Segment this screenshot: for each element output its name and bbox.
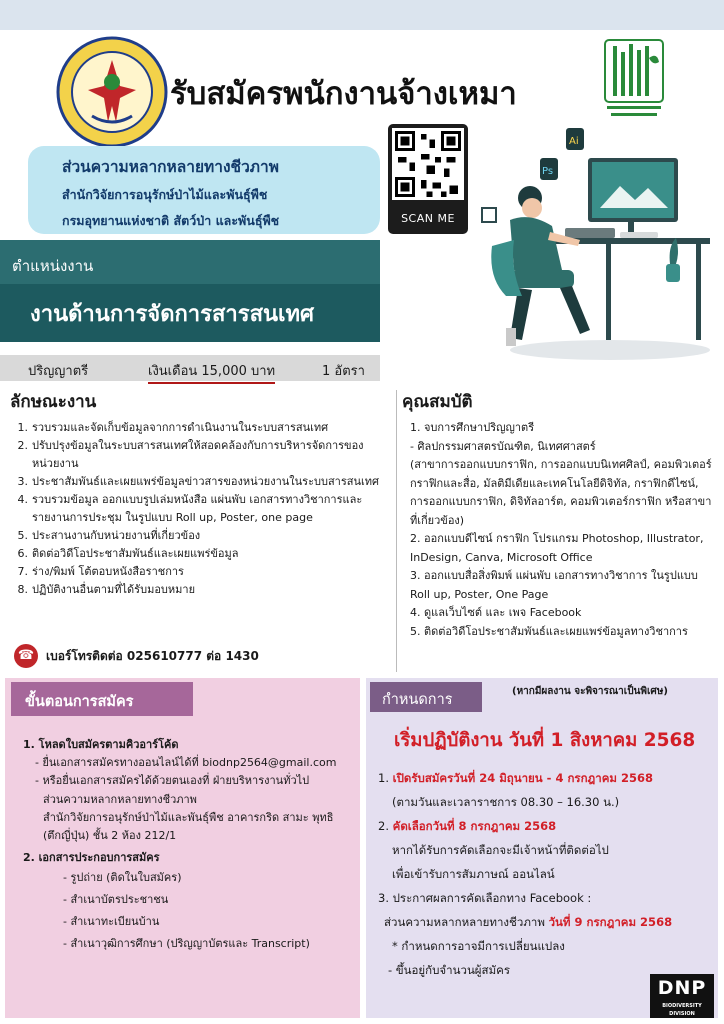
scan-me-label: SCAN ME <box>401 212 455 225</box>
top-band <box>0 0 724 30</box>
online-submission: - ยื่นเอกสารสมัครทางออนไลน์ได้ที่ biodnp2564@gmail.com <box>35 756 337 770</box>
schedule-item-2: 2. คัดเลือกวันที่ 8 กรกฎาคม 2568 <box>378 819 557 833</box>
office-name: สำนักวิจัยการอนุรักษ์ป่าไม้และพันธุ์พืช <box>62 187 268 202</box>
list-item: 5. ประสานงานกับหน่วยงานที่เกี่ยวข้อง <box>17 529 201 542</box>
required-documents <box>23 867 353 955</box>
list-item: 1. รวบรวมและจัดเก็บข้อมูลจากการดำเนินงานในระบบสารสนเทศ <box>17 421 329 434</box>
department-name: ส่วนความหลากหลายทางชีวภาพ <box>62 158 279 176</box>
phone-icon: ☎ <box>14 644 38 668</box>
list-item: - รูปถ่าย (ติดในใบสมัคร) <box>63 871 182 885</box>
list-item: - สำเนาทะเบียนบ้าน <box>63 915 160 929</box>
dnp-logo-main: DNP <box>657 977 707 999</box>
process-body <box>23 736 353 955</box>
qualification-line: (สาขาการออกแบบกราฟิก, การออกแบบนิเทศศิลป์, คอมพิวเตอร์กราฟิกและสื่อ, มัลติมีเดียและเทคโนโลยีดิจิทัล, กราฟิกดีไซน์, การออกแบบกราฟิก, ดิจิทัลอาร์ต, คอมพิวเตอร์กราฟิก หรือสาขาที่เกี่ยวข้อง) <box>410 458 712 527</box>
in-person-submission: - หรือยื่นเอกสารสมัครได้ด้วยตนเองที่ ฝ่ายบริหารงานทั่วไป <box>35 774 310 788</box>
selection-note-2: เพื่อเข้ารับการสัมภาษณ์ ออนไลน์ <box>392 867 555 881</box>
designer-illustration <box>470 128 715 363</box>
list-item: - สำเนาบัตรประชาชน <box>63 893 169 907</box>
qualification-line: 3. ออกแบบสื่อสิ่งพิมพ์ แผ่นพับ เอกสารทางวิชาการ ในรูปแบบ Roll up, Poster, One Page <box>410 569 698 601</box>
schedule-item-1: 1. เปิดรับสมัครวันที่ 24 มิถุนายน - 4 กรกฎาคม 2568 <box>378 771 654 785</box>
schedule-heading: กำหนดการ <box>370 682 482 712</box>
qr-code-icon <box>392 128 464 200</box>
qr-code[interactable] <box>388 124 468 234</box>
announcement-line: ส่วนความหลากหลายทางชีวภาพ วันที่ 9 กรกฎาคม 2568 <box>384 915 673 929</box>
qualification-line: 2. ออกแบบดีไซน์ กราฟิก โปรแกรม Photoshop, Illustrator, InDesign, Canva, Microsoft Office <box>410 532 704 564</box>
department-box <box>28 146 380 234</box>
process-heading: ขั้นตอนการสมัคร <box>11 682 193 716</box>
illustrator-badge: Ai <box>569 136 579 147</box>
contact-phone[interactable] <box>14 644 259 668</box>
selection-note-1: หากได้รับการคัดเลือกจะมีเจ้าหน้าที่ติดต่อไป <box>392 843 609 857</box>
ministry-name: กรมอุทยานแห่งชาติ สัตว์ป่า และพันธุ์พืช <box>62 213 280 228</box>
applicant-count-note: - ขึ้นอยู่กับจำนวนผู้สมัคร <box>388 963 511 977</box>
list-item: 6. ติดต่อวิดีโอประชาสัมพันธ์และเผยแพร่ข้อมูล <box>17 547 239 560</box>
department-seal-logo <box>56 36 168 148</box>
position-label: ตำแหน่งงาน <box>0 240 380 284</box>
degree-requirement: ปริญญาตรี <box>28 364 89 379</box>
qualifications-heading: คุณสมบัติ <box>402 392 473 412</box>
list-item: 4. รวบรวมข้อมูล ออกแบบรูปเล่มหนังสือ แผ่นพับ เอกสารทางวิชาการและรายงานการประชุม ในรูปแบบ Roll up, Poster, one page <box>17 493 363 524</box>
step-2-title: 2. เอกสารประกอบการสมัคร <box>23 851 160 865</box>
contact-phone-text: เบอร์โทรติดต่อ 025610777 ต่อ 1430 <box>46 648 259 663</box>
dnp-logo <box>650 974 714 1018</box>
salary: เงินเดือน 15,000 บาท <box>148 360 275 384</box>
position-info-bar <box>0 355 380 381</box>
openings: 1 อัตรา <box>322 364 365 379</box>
position-name: งานด้านการจัดการสารสนเทศ <box>0 284 380 342</box>
schedule-body <box>378 766 714 982</box>
page-title: รับสมัครพนักงานจ้างเหมา <box>170 76 517 112</box>
duties-heading: ลักษณะงาน <box>10 392 97 412</box>
dnp-logo-sub: BIODIVERSITY DIVISION <box>662 1003 702 1017</box>
qualifications <box>402 388 716 641</box>
qualification-line: 4. ดูแลเว็บไซต์ และ เพจ Facebook <box>410 606 582 619</box>
office-hours: (ตามวันและเวลาราชการ 08.30 – 16.30 น.) <box>392 795 620 809</box>
list-item: 8. ปฏิบัติงานอื่นตามที่ได้รับมอบหมาย <box>17 583 196 596</box>
list-item: 7. ร่าง/พิมพ์ โต้ตอบหนังสือราชการ <box>17 565 184 578</box>
application-process-panel <box>5 678 360 1018</box>
duties-list <box>10 419 390 599</box>
list-item: 2. ปรับปรุงข้อมูลในระบบสารสนเทศให้สอดคล้องกับการบริหารจัดการของหน่วยงาน <box>17 439 364 470</box>
schedule-change-note: * กำหนดการอาจมีการเปลี่ยนแปลง <box>392 939 565 953</box>
list-item: 3. ประชาสัมพันธ์และเผยแพร่ข้อมูลข่าวสารของหน่วยงานในระบบสารสนเทศ <box>17 475 379 488</box>
submission-division: ส่วนความหลากหลายทางชีวภาพ <box>43 792 197 806</box>
submission-address: สำนักวิจัยการอนุรักษ์ป่าไม้และพันธุ์พืช อาคารกริด สามะ พุทธิ (ตึกญี่ปุ่น) ชั้น 2 ห้อง 212/1 <box>43 810 334 843</box>
research-office-logo <box>603 38 665 122</box>
list-item: - สำเนาวุฒิการศึกษา (ปริญญาบัตรและ Transcript) <box>63 937 310 951</box>
start-date: เริ่มปฏิบัติงาน วันที่ 1 สิงหาคม 2568 <box>394 730 696 751</box>
photoshop-badge: Ps <box>542 166 554 177</box>
qualification-line: 1. จบการศึกษาปริญญาตรี <box>410 421 535 434</box>
column-divider <box>396 390 397 672</box>
step-1-title: 1. โหลดใบสมัครตามคิวอาร์โค้ด <box>23 738 179 751</box>
portfolio-note: (หากมีผลงาน จะพิจารณาเป็นพิเศษ) <box>512 686 668 697</box>
job-duties <box>10 388 390 599</box>
schedule-panel <box>366 678 718 1018</box>
schedule-item-3: 3. ประกาศผลการคัดเลือกทาง Facebook : <box>378 891 592 905</box>
qualification-line: 5. ติดต่อวิดีโอประชาสัมพันธ์และเผยแพร่ข้อมูลทางวิชาการ <box>410 624 688 638</box>
qualification-line: - ศิลปกรรมศาสตรบัณฑิต, นิเทศศาสตร์ <box>410 439 596 453</box>
